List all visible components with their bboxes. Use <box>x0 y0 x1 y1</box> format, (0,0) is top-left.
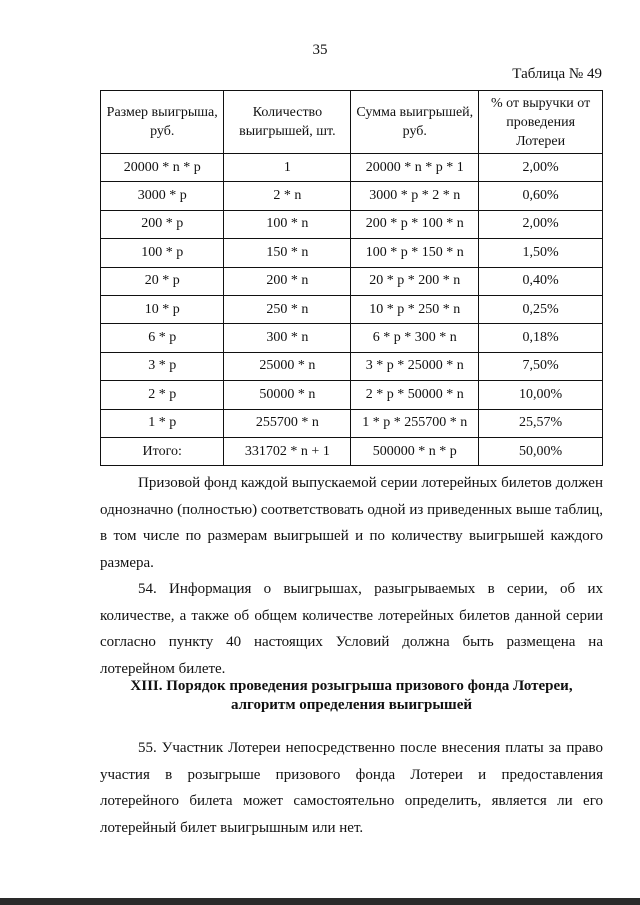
table-cell: 200 * n <box>224 267 351 295</box>
table-cell: 20 * p * 200 * n <box>351 267 479 295</box>
table-cell: 25000 * n <box>224 352 351 380</box>
table-cell: 100 * p * 150 * n <box>351 239 479 267</box>
table-total-row <box>101 437 603 465</box>
header-prize-size: Размер выигрыша, руб. <box>101 91 224 154</box>
table-cell: 1,50% <box>479 239 603 267</box>
section-heading-line-2: алгоритм определения выигрышей <box>230 697 472 713</box>
table-cell: 10 * p <box>101 295 224 323</box>
paragraph-55-block <box>100 735 603 841</box>
table-cell: 0,40% <box>479 267 603 295</box>
table-cell: 3000 * p <box>101 182 224 210</box>
table-cell: 20000 * n * p * 1 <box>351 154 479 182</box>
table-cell: 6 * p <box>101 324 224 352</box>
table-cell: 331702 * n + 1 <box>224 437 351 465</box>
prize-fund-paragraph: Призовой фонд каждой выпускаемой серии лотерейных билетов должен однозначно (полностью) соответствовать одной из приведенных выше таблиц, в том числе по размерам выигрышей и по количеству выигрышей каждого размера. <box>100 475 603 571</box>
table-cell: 1 <box>224 154 351 182</box>
table-row <box>101 210 603 238</box>
table-row <box>101 239 603 267</box>
table-cell: 20000 * n * p <box>101 154 224 182</box>
table-cell: 3 * p <box>101 352 224 380</box>
table-cell: 50,00% <box>479 437 603 465</box>
prize-table <box>100 90 603 466</box>
header-prize-count: Количество выигрышей, шт. <box>224 91 351 154</box>
table-label: Таблица № 49 <box>512 66 602 82</box>
paragraph-55: 55. Участник Лотереи непосредственно после внесения платы за право участия в розыгрыше призового фонда Лотереи и предоставления лотерейного билета может самостоятельно определить, является ли его лотерейный билет выигрышным или нет. <box>100 740 603 836</box>
table-row <box>101 267 603 295</box>
header-prize-sum: Сумма выигрышей, руб. <box>351 91 479 154</box>
section-heading <box>100 677 603 715</box>
table-row <box>101 154 603 182</box>
prize-fund-paragraph-block <box>100 470 603 682</box>
table-cell: 10,00% <box>479 381 603 409</box>
table-cell: 20 * p <box>101 267 224 295</box>
header-revenue-percent: % от выручки от проведения Лотереи <box>479 91 603 154</box>
table-row <box>101 352 603 380</box>
table-cell: 0,60% <box>479 182 603 210</box>
table-cell: 3000 * p * 2 * n <box>351 182 479 210</box>
page-number: 35 <box>312 42 328 58</box>
table-cell: 10 * p * 250 * n <box>351 295 479 323</box>
table-cell: 500000 * n * p <box>351 437 479 465</box>
table-cell: 2,00% <box>479 210 603 238</box>
table-cell: 3 * p * 25000 * n <box>351 352 479 380</box>
table-cell: 6 * p * 300 * n <box>351 324 479 352</box>
scan-bottom-edge <box>0 898 640 905</box>
table-cell: 100 * p <box>101 239 224 267</box>
table-cell: 0,18% <box>479 324 603 352</box>
table-cell: 300 * n <box>224 324 351 352</box>
table-row <box>101 324 603 352</box>
paragraph-54: 54. Информация о выигрышах, разыгрываемых в серии, об их количестве, а также об общем количестве лотерейных билетов данной серии согласно пункту 40 настоящих Условий должна быть размещена на лотерейном билете. <box>100 581 603 677</box>
table-cell: 255700 * n <box>224 409 351 437</box>
table-cell: 1 * p * 255700 * n <box>351 409 479 437</box>
table-cell: 250 * n <box>224 295 351 323</box>
table-row <box>101 381 603 409</box>
table-cell: 1 * p <box>101 409 224 437</box>
table-cell: 200 * p <box>101 210 224 238</box>
table-row <box>101 409 603 437</box>
table-cell: 2,00% <box>479 154 603 182</box>
section-heading-line-1: XIII. Порядок проведения розыгрыша призового фонда Лотереи, <box>130 678 573 694</box>
table-cell: 7,50% <box>479 352 603 380</box>
table-row <box>101 182 603 210</box>
table-cell: 2 * p <box>101 381 224 409</box>
table-cell: 150 * n <box>224 239 351 267</box>
table-row <box>101 295 603 323</box>
table-cell: 0,25% <box>479 295 603 323</box>
table-body <box>101 154 603 466</box>
table-cell: 100 * n <box>224 210 351 238</box>
table-cell: 2 * p * 50000 * n <box>351 381 479 409</box>
table-header-row <box>101 91 603 154</box>
table-cell: Итого: <box>101 437 224 465</box>
table-cell: 200 * p * 100 * n <box>351 210 479 238</box>
table-cell: 25,57% <box>479 409 603 437</box>
table-cell: 50000 * n <box>224 381 351 409</box>
table-cell: 2 * n <box>224 182 351 210</box>
